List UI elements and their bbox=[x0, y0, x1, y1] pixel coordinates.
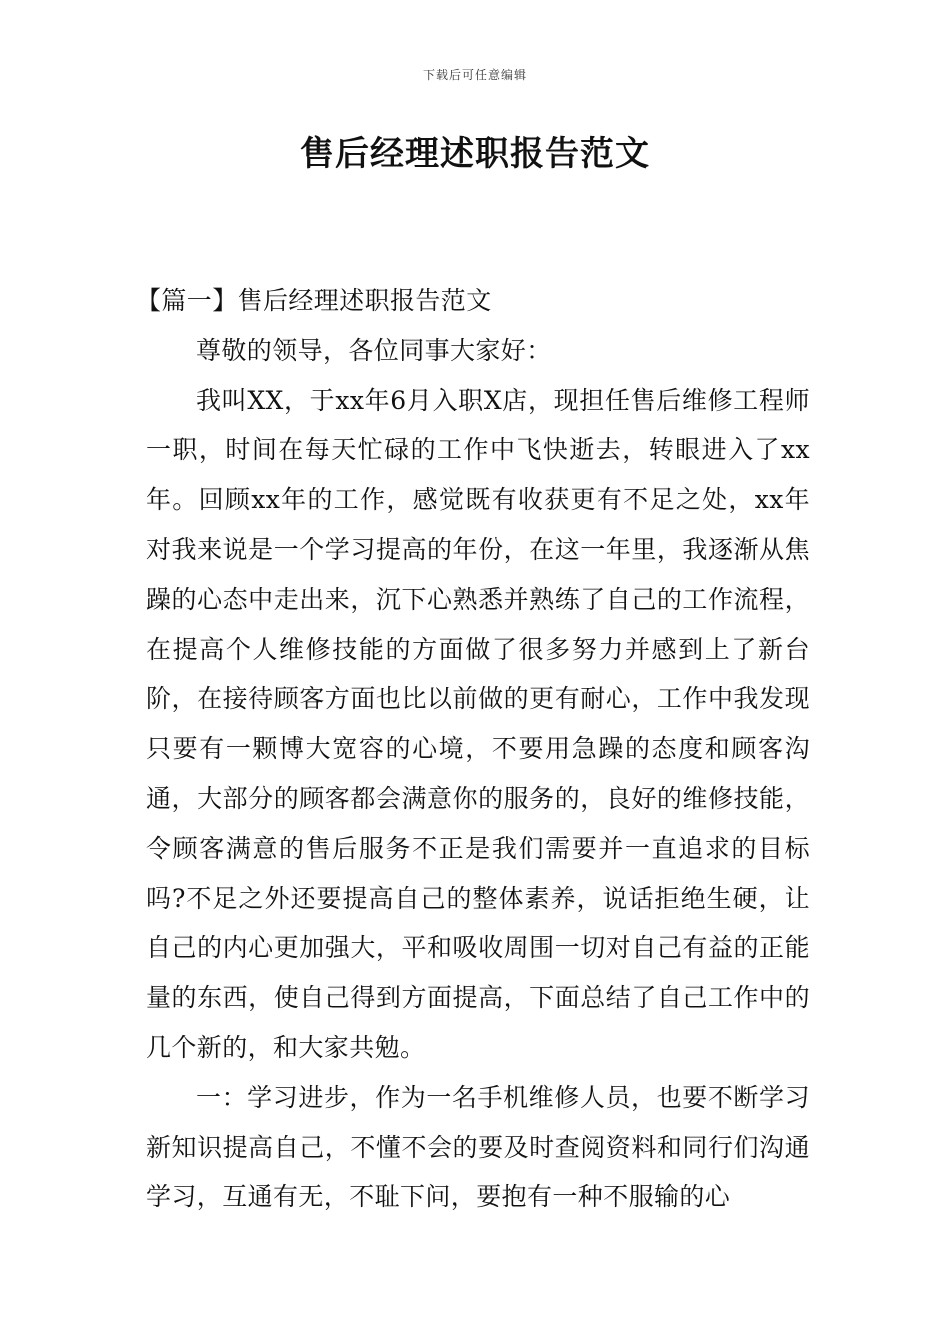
document-title: 售后经理述职报告范文 bbox=[300, 134, 650, 174]
paragraph-point-one: 一：学习进步，作为一名手机维修人员，也要不断学习新知识提高自己，不懂不会的要及时查阅资料和同行们沟通学习，互通有无，不耻下问，要抱有一种不服输的心 bbox=[146, 1082, 810, 1212]
paragraph-greeting: 尊敬的领导，各位同事大家好： bbox=[196, 335, 552, 365]
section-heading: 【篇一】售后经理述职报告范文 bbox=[136, 286, 492, 315]
document-body bbox=[136, 276, 810, 1222]
header-note: 下载后可任意编辑 bbox=[422, 68, 527, 82]
paragraph-introduction: 我叫XX，于xx年6月入职X店，现担任售后维修工程师一职，时间在每天忙碌的工作中飞快逝去，转眼进入了xx年。回顾xx年的工作，感觉既有收获更有不足之处，xx年对我来说是一个学习提高的年份，在这一年里，我逐渐从焦躁的心态中走出来，沉下心熟悉并熟练了自己的工作流程，在提高个人维修技能的方面做了很多努力并感到上了新台阶，在接待顾客方面也比以前做的更有耐心，工作中我发现只要有一颗博大宽容的心境，不要用急躁的态度和顾客沟通，大部分的顾客都会满意你的服务的，良好的维修技能，令顾客满意的售后服务不正是我们需要并一直追求的目标吗?不足之外还要提高自己的整体素养，说话拒绝生硬，让自己的内心更加强大，平和吸收周围一切对自己有益的正能量的东西，使自己得到方面提高，下面总结了自己工作中的几个新的，和大家共勉。 bbox=[146, 385, 810, 1062]
